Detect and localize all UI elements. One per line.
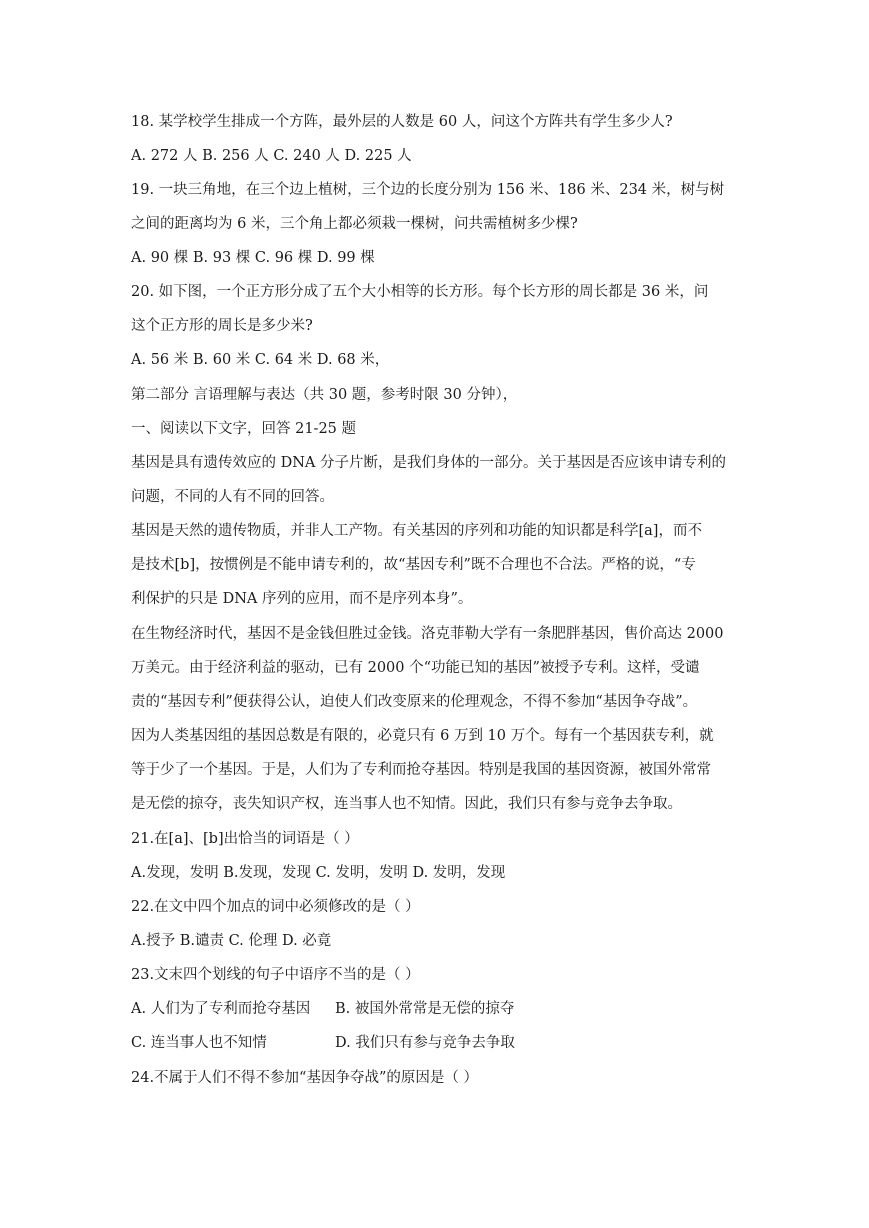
q23-option-b: B. 被国外常常是无偿的掠夺 (335, 1001, 515, 1017)
passage-p3-line4: 因为人类基因组的基因总数是有限的，必竟只有 6 万到 10 万个。每有一个基因获专利，就 (131, 728, 714, 744)
passage-p2-line3: 利保护的只是 DNA 序列的应用，而不是序列本身”。 (131, 591, 473, 607)
q24-stem: 24.不属于人们不得不参加“基因争夺战”的原因是（ ） (131, 1070, 478, 1086)
reading-instruction: 一、阅读以下文字，回答 21-25 题 (131, 421, 357, 437)
q23-stem: 23.文末四个划线的句子中语序不当的是（ ） (131, 967, 420, 983)
q23-option-a: A. 人们为了专利而抢夺基因 (131, 1001, 311, 1017)
passage-p3-line2: 万美元。由于经济利益的驱动，已有 2000 个“功能已知的基因”被授予专利。这样，受谴 (131, 660, 700, 676)
section-heading: 第二部分 言语理解与表达（共 30 题，参考时限 30 分钟）， (131, 387, 518, 403)
q23-options-row2 (131, 1033, 267, 1053)
q19-stem-line1: 19. 一块三角地，在三个边上植树，三个边的长度分别为 156 米、186 米、234 米，树与树 (131, 182, 725, 198)
passage-p3-line3: 责的“基因专利”便获得公认，迫使人们改变原来的伦理观念，不得不参加“基因争夺战”。 (131, 694, 698, 710)
passage-p3-line6: 是无偿的掠夺，丧失知识产权，连当事人也不知情。因此，我们只有参与竞争去争取。 (131, 796, 682, 812)
passage-p2-line1: 基因是天然的遗传物质，并非人工产物。有关基因的序列和功能的知识都是科学[a]，而不 (131, 523, 702, 539)
passage-p2-line2: 是技术[b]，按惯例是不能申请专利的，故“基因专利”既不合理也不合法。严格的说，“专 (131, 557, 696, 573)
passage-p3-line1: 在生物经济时代，基因不是金钱但胜过金钱。洛克菲勒大学有一条肥胖基因，售价高达 2000 (131, 626, 724, 642)
q22-options: A.授予 B.谴责 C. 伦理 D. 必竟 (131, 933, 332, 949)
q23-option-b-container (335, 999, 514, 1019)
q18-stem: 18. 某学校学生排成一个方阵，最外层的人数是 60 人，问这个方阵共有学生多少人? (131, 114, 673, 130)
q20-stem-line2: 这个正方形的周长是多少米? (131, 318, 313, 334)
q19-options: A. 90 棵 B. 93 棵 C. 96 棵 D. 99 棵 (131, 250, 375, 266)
q23-option-c: C. 连当事人也不知情 (131, 1035, 267, 1051)
q22-stem: 22.在文中四个加点的词中必须修改的是（ ） (131, 899, 420, 915)
passage-p1-line1: 基因是具有遗传效应的 DNA 分子片断，是我们身体的一部分。关于基因是否应该申请专利的 (131, 455, 726, 471)
q23-options-row1 (131, 999, 310, 1019)
q21-options: A.发现，发明 B.发现，发现 C. 发明，发明 D. 发明，发现 (131, 865, 506, 881)
passage-p3-line5: 等于少了一个基因。于是，人们为了专利而抢夺基因。特别是我国的基因资源，被国外常常 (131, 762, 711, 778)
q18-options: A. 272 人 B. 256 人 C. 240 人 D. 225 人 (131, 148, 412, 164)
q23-option-d-container (335, 1033, 515, 1053)
q20-options: A. 56 米 B. 60 米 C. 64 米 D. 68 米， (131, 352, 390, 368)
q23-option-d: D. 我们只有参与竞争去争取 (335, 1035, 515, 1051)
q19-stem-line2: 之间的距离均为 6 米，三个角上都必须栽一棵树，问共需植树多少棵? (131, 216, 578, 232)
q20-stem-line1: 20. 如下图，一个正方形分成了五个大小相等的长方形。每个长方形的周长都是 36 米，问 (131, 284, 709, 300)
passage-p1-line2: 问题，不同的人有不同的回答。 (131, 489, 334, 505)
q21-stem: 21.在[a]、[b]出恰当的词语是（ ） (131, 831, 359, 847)
